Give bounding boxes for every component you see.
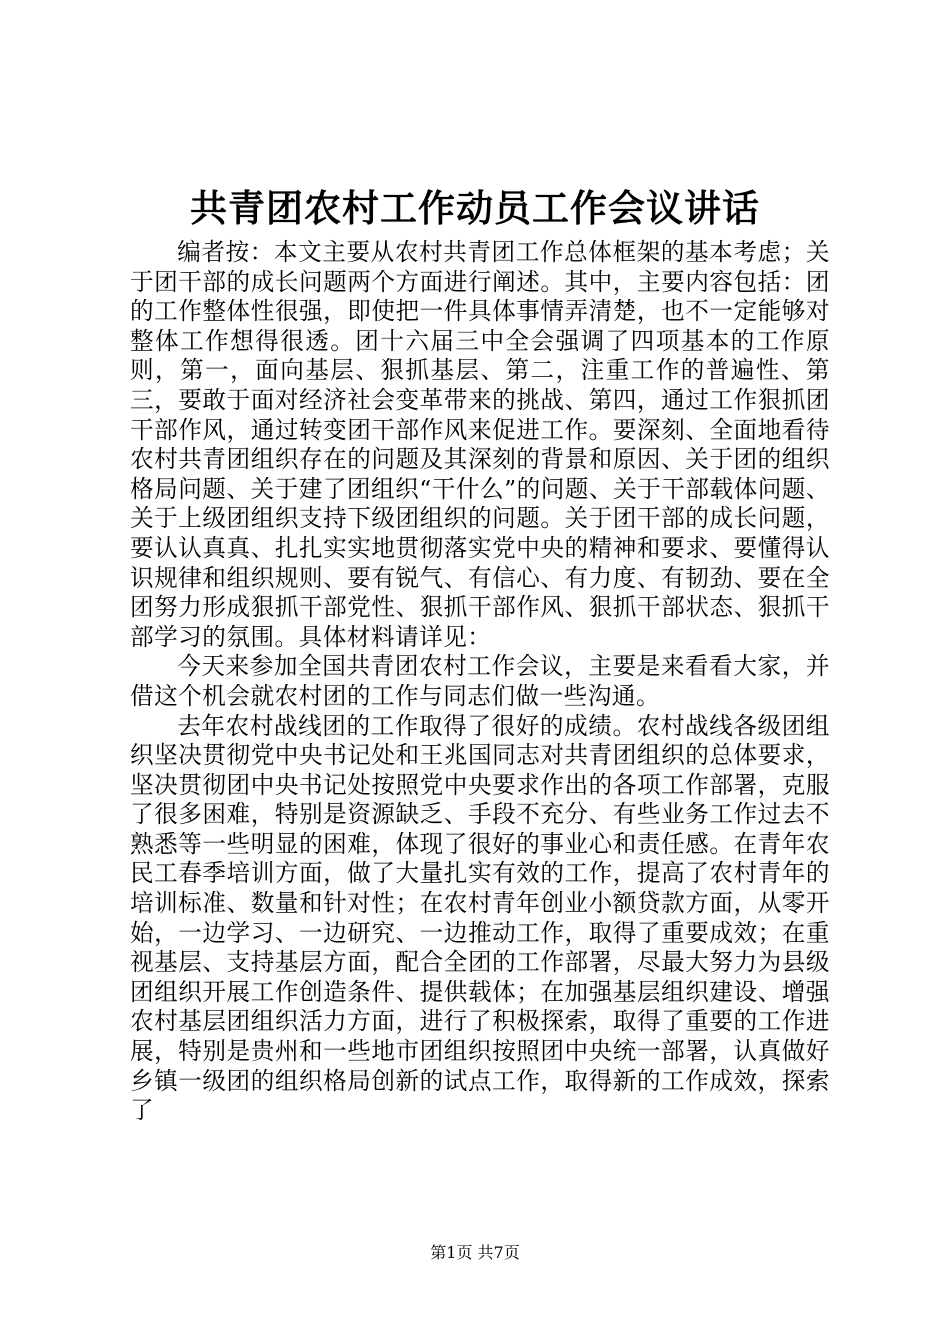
paragraph-achievements: 去年农村战线团的工作取得了很好的成绩。农村战线各级团组织坚决贯彻党中央书记处和王兆国同志对共青团组织的总体要求，坚决贯彻团中央书记处按照党中央要求作出的各项工作部署，克服了很多困难，特别是资源缺乏、手段不充分、有些业务工作过去不熟悉等一些明显的困难，体现了很好的事业心和责任感。在青年农民工春季培训方面，做了大量扎实有效的工作，提高了农村青年的培训标准、数量和针对性；在农村青年创业小额贷款方面，从零开始，一边学习、一边研究、一边推动工作，取得了重要成效；在重视基层、支持基层方面，配合全团的工作部署，尽最大努力为县级团组织开展工作创造条件、提供载体；在加强基层组织建设、增强农村基层团组织活力方面，进行了积极探索，取得了重要的工作进展，特别是贵州和一些地市团组织按照团中央统一部署，认真做好乡镇一级团的组织格局创新的试点工作，取得新的工作成效，探索了 bbox=[130, 711, 830, 1125]
page-title: 共青团农村工作动员工作会议讲话 bbox=[190, 186, 760, 230]
paragraph-opening: 今天来参加全国共青团农村工作会议，主要是来看看大家，并借这个机会就农村团的工作与同志们做一些沟通。 bbox=[130, 652, 830, 710]
page-footer: 第1页 共7页 bbox=[430, 1243, 520, 1262]
paragraph-editor-note: 编者按：本文主要从农村共青团工作总体框架的基本考虑；关于团干部的成长问题两个方面进行阐述。其中，主要内容包括：团的工作整体性很强，即使把一件具体事情弄清楚，也不一定能够对整体工作想得很透。团十六届三中全会强调了四项基本的工作原则，第一，面向基层、狠抓基层、第二，注重工作的普遍性、第三，要敢于面对经济社会变革带来的挑战、第四，通过工作狠抓团干部作风，通过转变团干部作风来促进工作。要深刻、全面地看待农村共青团组织存在的问题及其深刻的背景和原因、关于团的组织格局问题、关于建了团组织“干什么”的问题、关于干部载体问题、关于上级团组织支持下级团组织的问题。关于团干部的成长问题，要认认真真、扎扎实实地贯彻落实党中央的精神和要求、要懂得认识规律和组织规则、要有锐气、有信心、有力度、有韧劲、要在全团努力形成狠抓干部党性、狠抓干部作风、狠抓干部状态、狠抓干部学习的氛围。具体材料请详见： bbox=[130, 238, 830, 651]
document-body bbox=[130, 238, 830, 1126]
